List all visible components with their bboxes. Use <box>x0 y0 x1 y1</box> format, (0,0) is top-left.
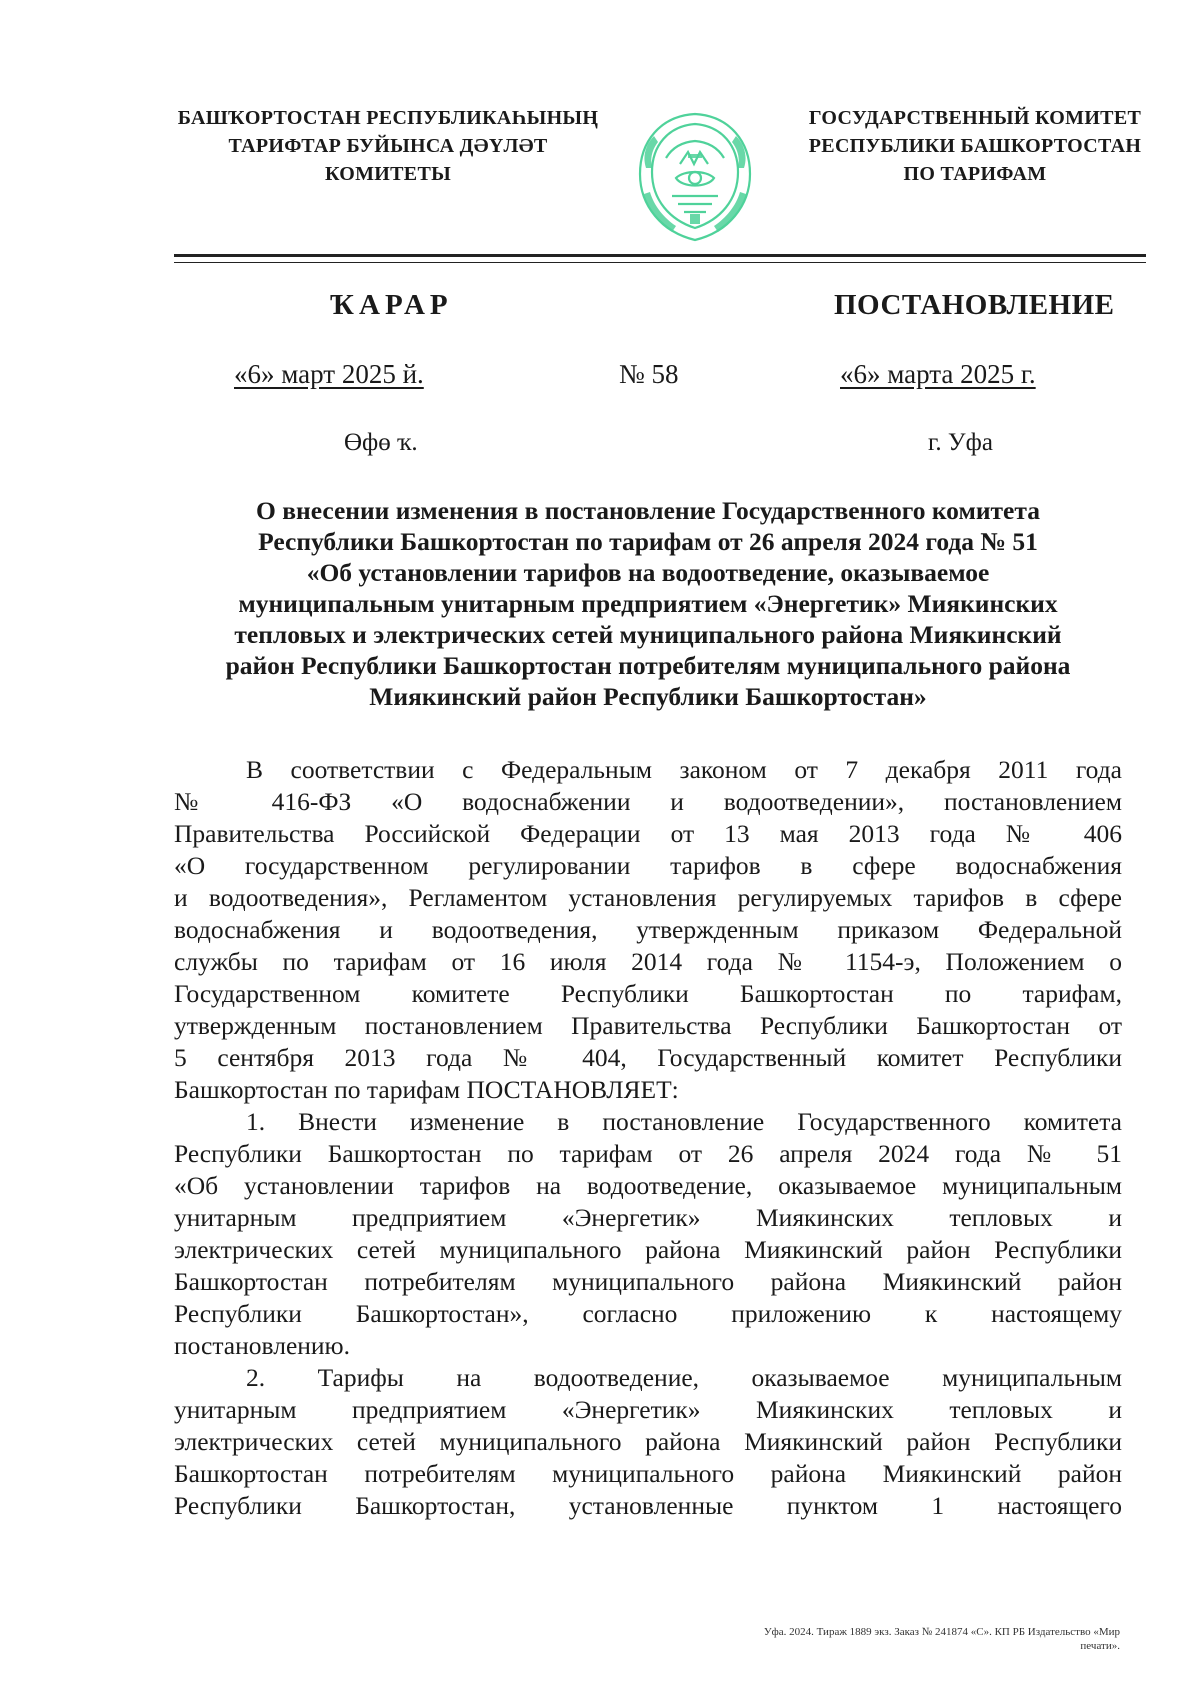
body-line: постановлению. <box>174 1331 350 1360</box>
body-line: «Об установлении тарифов на водоотведение, оказываемое муниципальным <box>174 1171 1122 1200</box>
document-number: № 58 <box>619 359 679 389</box>
document-title <box>178 495 1118 712</box>
body-line: электрических сетей муниципального района Миякинский район Республики <box>174 1235 1122 1264</box>
document-type-russian: ПОСТАНОВЛЕНИЕ <box>834 289 1115 321</box>
header-left-bashkir <box>168 104 608 188</box>
header-divider-thick <box>174 254 1146 257</box>
body-line: унитарным предприятием «Энергетик» Миякинских тепловых и <box>174 1395 1122 1424</box>
body-line-item-1: 1. Внести изменение в постановление Государственного комитета <box>246 1107 1122 1136</box>
title-line: О внесении изменения в постановление Государственного комитета <box>256 496 1040 525</box>
body-line: Республики Башкортостан, установленные пунктом 1 настоящего <box>174 1491 1122 1520</box>
header-left-line: ТАРИФТАР БУЙЫНСА ДӘҮЛӘТ <box>228 135 548 157</box>
document-type-bashkir: ҠАРАР <box>330 289 453 321</box>
header-left-line: КОМИТЕТЫ <box>324 163 452 185</box>
body-line: В соответствии с Федеральным законом от 7 декабря 2011 года <box>246 755 1122 784</box>
title-line: «Об установлении тарифов на водоотведение, оказываемое <box>306 558 990 587</box>
body-line: Республики Башкортостан по тарифам от 26 апреля 2024 года № 51 <box>174 1139 1122 1168</box>
body-line: № 416-ФЗ «О водоснабжении и водоотведении», постановлением <box>174 787 1122 816</box>
body-line: водоснабжения и водоотведения, утвержденным приказом Федеральной <box>174 915 1122 944</box>
body-line: утвержденным постановлением Правительства Республики Башкортостан от <box>174 1011 1122 1040</box>
print-imprint-footer: Уфа. 2024. Тираж 1889 экз. Заказ № 241874 «С». КП РБ Издательство «Мир печати». <box>763 1626 1120 1652</box>
header-right-line: РЕСПУБЛИКИ БАШКОРТОСТАН <box>808 135 1142 157</box>
body-line: Башкортостан потребителям муниципального района Миякинский район <box>174 1267 1122 1296</box>
body-line: службы по тарифам от 16 июля 2014 года № 1154-э, Положением о <box>174 947 1122 976</box>
body-line-item-2: 2. Тарифы на водоотведение, оказываемое муниципальным <box>246 1363 1122 1392</box>
body-line: «О государственном регулировании тарифов в сфере водоснабжения <box>174 851 1122 880</box>
coat-of-arms-emblem <box>632 108 758 246</box>
header-right-russian <box>790 104 1160 188</box>
body-line: Правительства Российской Федерации от 13 мая 2013 года № 406 <box>174 819 1122 848</box>
title-line: муниципальным унитарным предприятием «Энергетик» Миякинских <box>238 589 1058 618</box>
header-right-line: ГОСУДАРСТВЕННЫЙ КОМИТЕТ <box>808 107 1142 129</box>
title-line: тепловых и электрических сетей муниципального района Миякинский <box>234 620 1062 649</box>
header-divider-thin <box>174 262 1146 263</box>
body-line: Республики Башкортостан», согласно приложению к настоящему <box>174 1299 1122 1328</box>
title-line: район Республики Башкортостан потребителям муниципального района <box>225 651 1071 680</box>
body-line: унитарным предприятием «Энергетик» Миякинских тепловых и <box>174 1203 1122 1232</box>
document-date-bashkir: «6» март 2025 й. <box>234 359 424 389</box>
header-left-line: БАШҠОРТОСТАН РЕСПУБЛИКАҺЫНЫҢ <box>177 107 599 129</box>
body-line: Государственном комитете Республики Башкортостан по тарифам, <box>174 979 1122 1008</box>
document-body <box>174 754 1122 1522</box>
header-right-line: ПО ТАРИФАМ <box>903 163 1047 185</box>
title-line: Миякинский район Республики Башкортостан» <box>369 682 927 711</box>
body-line: Башкортостан по тарифам ПОСТАНОВЛЯЕТ: <box>174 1075 679 1104</box>
body-line: электрических сетей муниципального района Миякинский район Республики <box>174 1427 1122 1456</box>
place-russian: г. Уфа <box>928 429 993 456</box>
body-line: Башкортостан потребителям муниципального района Миякинский район <box>174 1459 1122 1488</box>
document-date-russian: «6» марта 2025 г. <box>840 359 1036 389</box>
title-line: Республики Башкортостан по тарифам от 26 апреля 2024 года № 51 <box>258 527 1038 556</box>
place-bashkir: Өфө ҡ. <box>344 429 418 456</box>
body-line: и водоотведения», Регламентом установления регулируемых тарифов в сфере <box>174 883 1122 912</box>
body-line: 5 сентября 2013 года № 404, Государственный комитет Республики <box>174 1043 1122 1072</box>
